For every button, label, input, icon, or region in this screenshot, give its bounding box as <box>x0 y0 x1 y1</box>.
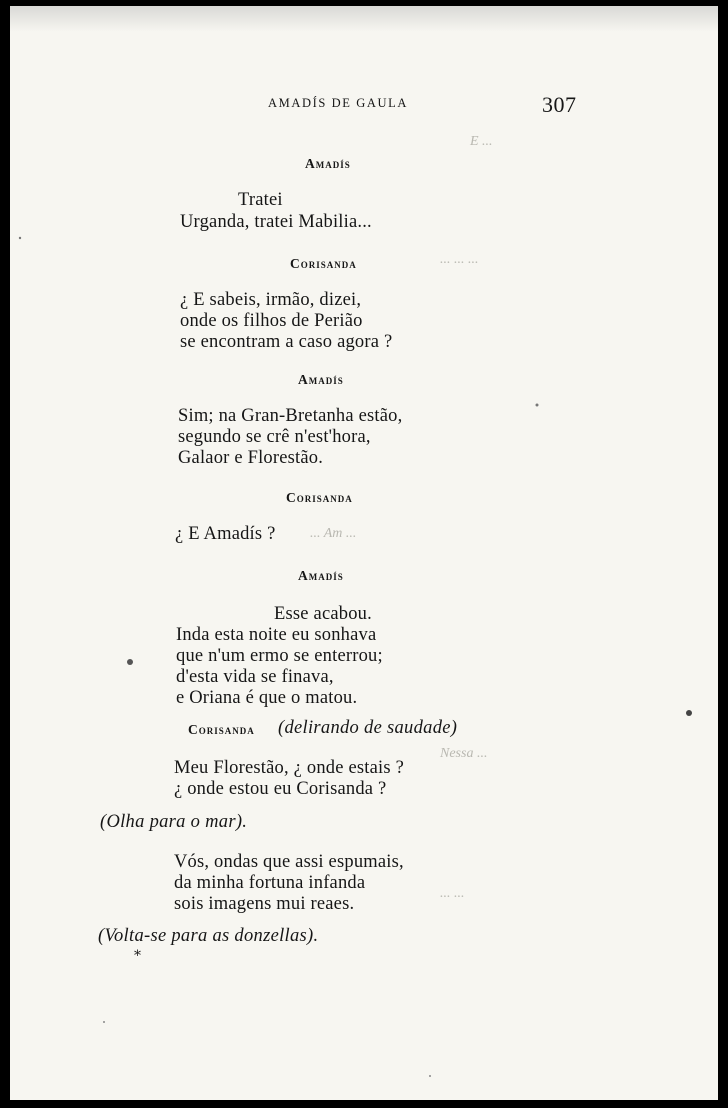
verse-line: ¿ E sabeis, irmão, dizei, <box>180 290 362 310</box>
show-through-text: E ... <box>470 134 493 149</box>
show-through-text: ... ... <box>440 886 465 901</box>
book-page <box>10 6 718 1100</box>
stage-direction: (delirando de saudade) <box>278 718 458 738</box>
verse-line: Meu Florestão, ¿ onde estais ? <box>174 758 404 778</box>
show-through-text: Nessa ... <box>440 746 488 761</box>
speck <box>127 659 133 665</box>
show-through-text: ... ... ... <box>440 252 479 267</box>
verse-line: Urganda, tratei Mabilia... <box>180 212 372 232</box>
verse-line: se encontram a caso agora ? <box>180 332 393 352</box>
speaker-name: Amadís <box>298 372 344 387</box>
verse-line: ¿ E Amadís ? <box>175 524 276 544</box>
verse-line: Tratei <box>238 190 283 210</box>
verse-line: onde os filhos de Perião <box>180 311 363 331</box>
speaker-name: Amadís <box>305 156 351 171</box>
speaker-name: Corisanda <box>290 256 357 271</box>
speck <box>19 237 21 239</box>
verse-line: sois imagens mui reaes. <box>174 894 355 914</box>
verse-line: Galaor e Florestão. <box>178 448 324 468</box>
speck <box>103 1021 105 1023</box>
speck <box>686 710 692 716</box>
verse-line: e Oriana é que o matou. <box>176 688 358 708</box>
page-number: 307 <box>542 92 577 117</box>
verse-line: que n'um ermo se enterrou; <box>176 646 383 666</box>
speaker-name: Corisanda <box>286 490 353 505</box>
stage-direction: (Olha para o mar). <box>100 812 248 832</box>
verse-line: d'esta vida se finava, <box>176 667 334 687</box>
show-through-text: ... Am ... <box>310 526 357 541</box>
speck <box>536 404 539 407</box>
running-title: AMADÍS DE GAULA <box>268 96 408 110</box>
verse-line: Sim; na Gran-Bretanha estão, <box>178 406 403 426</box>
verse-line: ¿ onde estou eu Corisanda ? <box>174 779 387 799</box>
verse-line: da minha fortuna infanda <box>174 873 366 893</box>
printer-mark: * <box>134 948 141 964</box>
verse-line: Vós, ondas que assi espumais, <box>174 852 404 872</box>
stage-direction: (Volta-se para as donzellas). <box>98 926 319 946</box>
speck <box>429 1075 431 1077</box>
verse-line: Inda esta noite eu sonhava <box>176 625 377 645</box>
speaker-name: Amadís <box>298 568 344 583</box>
verse-line: segundo se crê n'est'hora, <box>178 427 371 447</box>
speaker-name: Corisanda <box>188 722 255 737</box>
verse-line: Esse acabou. <box>274 604 372 624</box>
